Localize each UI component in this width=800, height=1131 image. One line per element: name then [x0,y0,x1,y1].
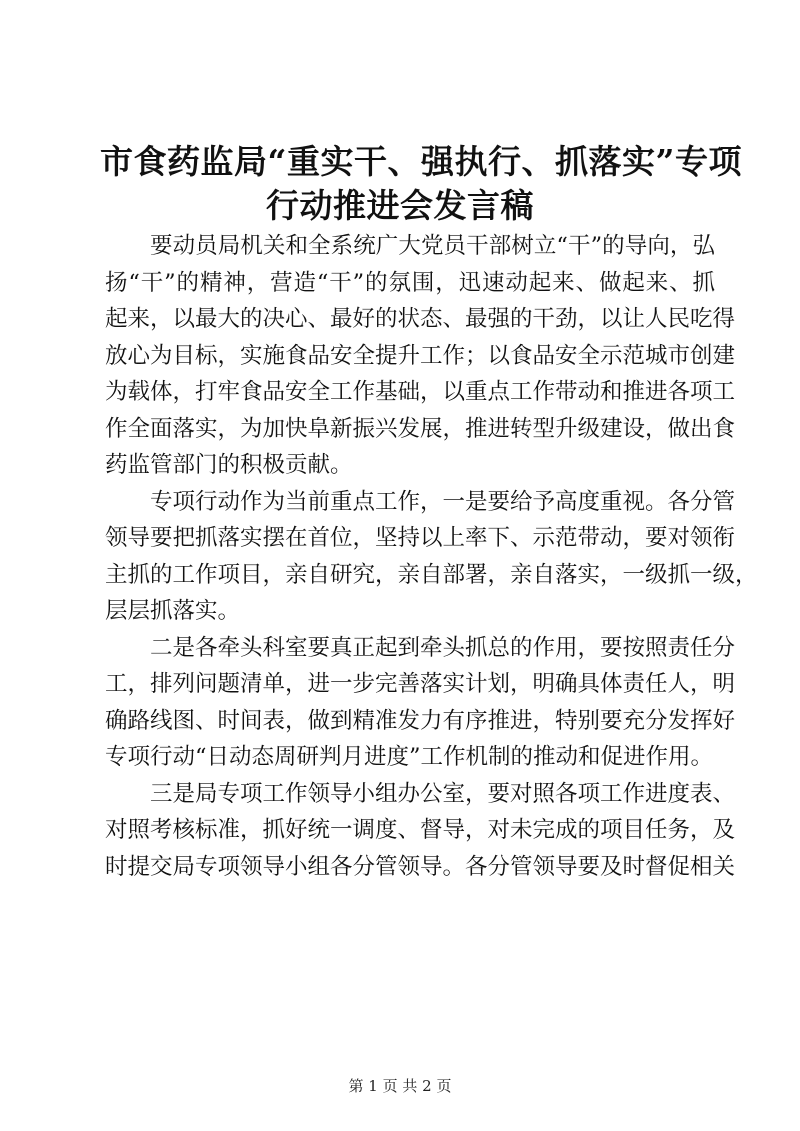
paragraph-line: 药监管部门的积极贡献。 [105,452,353,478]
title-line-1: 市食药监局“重实干、强执行、抓落实”专项 [100,142,742,181]
paragraph-line: 扬“干”的精神，营造“干”的氛围，迅速动起来、做起来、抓 [105,269,715,296]
document-body [105,228,758,885]
paragraph-line: 作全面落实，为加快阜新振兴发展，推进转型升级建设，做出食 [105,415,736,442]
paragraph-line: 为载体，打牢食品安全工作基础，以重点工作带动和推进各项工 [105,379,736,405]
paragraph-line: 主抓的工作项目，亲自研究，亲自部署，亲自落实，一级抓一级， [105,561,758,588]
paragraph-line: 工，排列问题清单，进一步完善落实计划，明确具体责任人，明 [105,671,736,697]
paragraph-line: 领导要把抓落实摆在首位，坚持以上率下、示范带动，要对领衔 [105,525,736,551]
paragraph-line: 二是各牵头科室要真正起到牵头抓总的作用，要按照责任分 [150,634,736,661]
paragraph-line: 对照考核标准，抓好统一调度、督导，对未完成的项目任务，及 [105,817,736,843]
title-line-2: 行动推进会发言稿 [266,186,534,225]
paragraph-line: 确路线图、时间表，做到精准发力有序推进，特别要充分发挥好 [105,707,736,734]
paragraph-line: 层层抓落实。 [105,598,241,624]
page-number-footer: 第 1 页 共 2 页 [348,1077,452,1095]
paragraph-4 [105,776,736,886]
paragraph-1 [105,228,736,484]
paragraph-line: 三是局专项工作领导小组办公室，要对照各项工作进度表、 [150,780,736,807]
paragraph-3 [105,630,736,776]
paragraph-line: 专项行动“日动态周研判月进度”工作机制的推动和促进作用。 [105,744,714,770]
paragraph-2 [105,484,758,630]
paragraph-line: 时提交局专项领导小组各分管领导。各分管领导要及时督促相关 [105,853,736,880]
document-title [100,140,742,228]
paragraph-line: 要动员局机关和全系统广大党员干部树立“干”的导向，弘 [150,233,715,259]
paragraph-line: 起来，以最大的决心、最好的状态、最强的干劲，以让人民吃得 [105,306,736,332]
paragraph-line: 放心为目标，实施食品安全提升工作；以食品安全示范城市创建 [105,342,736,369]
paragraph-line: 专项行动作为当前重点工作，一是要给予高度重视。各分管 [150,488,736,515]
